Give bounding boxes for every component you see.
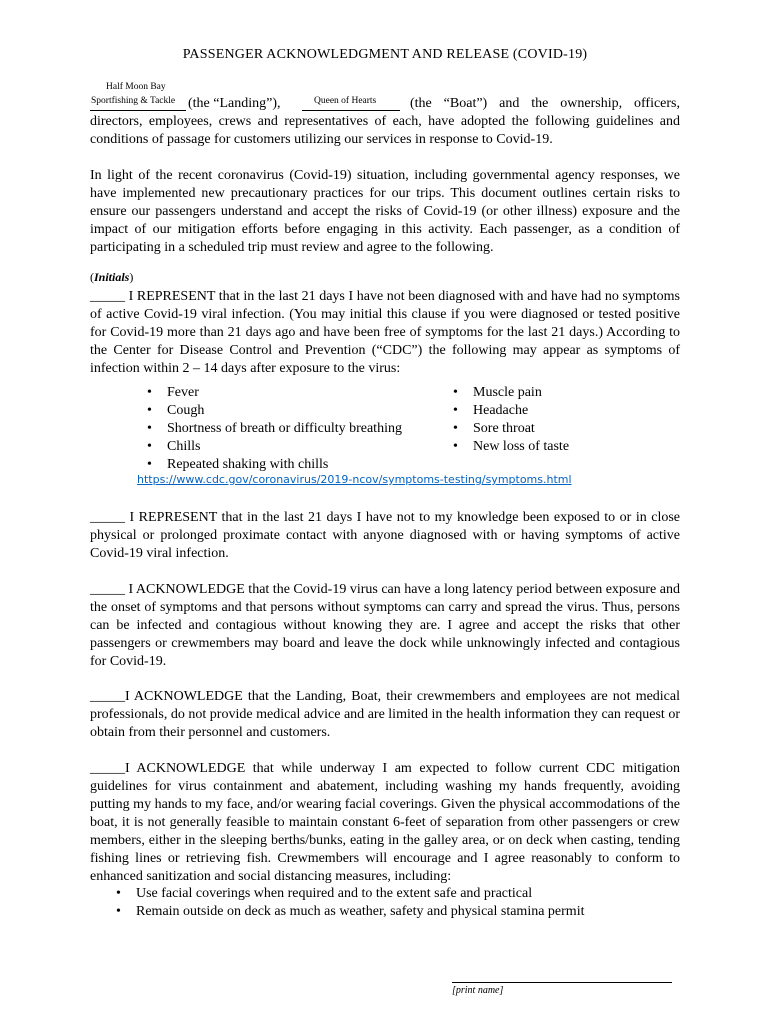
bullet: • [453,403,458,418]
bullet: • [147,439,152,454]
initials-label: (Initials) [90,270,134,284]
bullet: • [147,421,152,436]
intro-boat-text: (the “Boat”) and the ownership, officers, [410,96,680,111]
clause-not-medical: _____I ACKNOWLEDGE that the Landing, Boat, their crewmembers and employees are not medical professionals, do not provide medical advice and are limited in the health information they can request or obtain from their personnel and customers. [90,689,680,740]
list-item: • New loss of taste [453,439,570,454]
list-item: • Headache [453,403,529,418]
bullet: • [453,385,458,400]
symptoms-list-left [147,384,402,474]
list-item: • Use facial coverings when required and to the extent safe and practical [116,886,533,901]
list-item: • Shortness of breath or difficulty breathing [147,421,402,436]
landing-name-field[interactable] [90,95,186,111]
bullet: • [116,904,121,919]
bullet: • [453,421,458,436]
document-title: PASSENGER ACKNOWLEDGMENT AND RELEASE (COVID-19) [182,47,588,62]
boat-name-field[interactable] [302,95,400,111]
covid-situation-paragraph: In light of the recent coronavirus (Covid-19) situation, including governmental agency responses, we have implemented new precautionary practices for our trips. This document outlines certain risks to ensure our passengers understand and accept the risks of Covid-19 (or other illness) exposure and the impact of our mitigation efforts before engaging in this activity. Each passenger, as a condition of participating in a scheduled trip must review and agree to the following. [90,168,680,255]
measures-list [116,885,584,921]
bullet: • [453,439,458,454]
bullet: • [147,403,152,418]
clause-cdc-guidelines: _____I ACKNOWLEDGE that while underway I am expected to follow current CDC mitigation guidelines for virus containment and abatement, including washing my hands frequently, avoiding putting my hands to my face, and/or wearing facial coverings. Given the physical accommodations of the boat, it is not generally feasible to maintain constant 6-feet of separation from other passengers or crew members, either in the sleeping berths/bunks, eating in the galley area, or on deck when casting, tending fishing lines or retrieving fish. Crewmembers will encourage and I agree reasonably to conform to enhanced sanitization and social distancing measures, including: [90,761,680,884]
landing-name-line1: Half Moon Bay [106,82,166,92]
clause-exposure: _____ I REPRESENT that in the last 21 days I have not to my knowledge been exposed to or in close physical or prolonged proximate contact with anyone diagnosed with or having symptoms of active Covid-19 viral infection. [90,510,680,561]
list-item: • Remain outside on deck as much as weather, safety and physical stamina permit [116,904,585,919]
list-item: • Cough [147,403,205,418]
cdc-symptoms-link[interactable]: https://www.cdc.gov/coronavirus/2019-ncov/symptoms-testing/symptoms.html [137,473,572,486]
clause-latency: _____ I ACKNOWLEDGE that the Covid-19 virus can have a long latency period between exposure and the onset of symptoms and that persons without symptoms can carry and spread the virus. Thus, persons can be infected and contagious without knowing they are. I agree and accept the risks that other passengers or crewmembers may board and leave the dock while unknowingly infected and contagious for Covid-19. [90,582,680,669]
list-item: • Muscle pain [453,385,542,400]
boat-name: Queen of Hearts [314,96,377,106]
print-name-label: [print name] [452,985,504,996]
list-item: • Repeated shaking with chills [147,457,329,472]
symptoms-list-right [453,384,569,456]
landing-name-line2: Sportfishing & Tackle [91,96,176,106]
clause-diagnosis: _____ I REPRESENT that in the last 21 days I have not been diagnosed with and have had no symptoms of active Covid-19 viral infection. (You may initial this clause if you were diagnosed or tested positive for Covid-19 more than 21 days ago and have been free of symptoms for the last 21 days.) According to the Center for Disease Control and Prevention (“CDC”) the following may appear as symptoms of infection within 2 – 14 days after exposure to the virus: [90,289,680,376]
bullet: • [147,385,152,400]
intro-paragraph: directors, employees, crews and representatives of each, have adopted the following guidelines and conditions of passage for customers utilizing our services in response to Covid-19. [90,114,680,147]
list-item: • Chills [147,439,201,454]
bullet: • [147,457,152,472]
list-item: • Sore throat [453,421,535,436]
bullet: • [116,886,121,901]
initials-label-text: Initials [94,270,130,284]
print-name-line[interactable] [452,982,672,983]
list-item: • Fever [147,385,199,400]
intro-landing-text: (the “Landing”), [188,96,281,111]
